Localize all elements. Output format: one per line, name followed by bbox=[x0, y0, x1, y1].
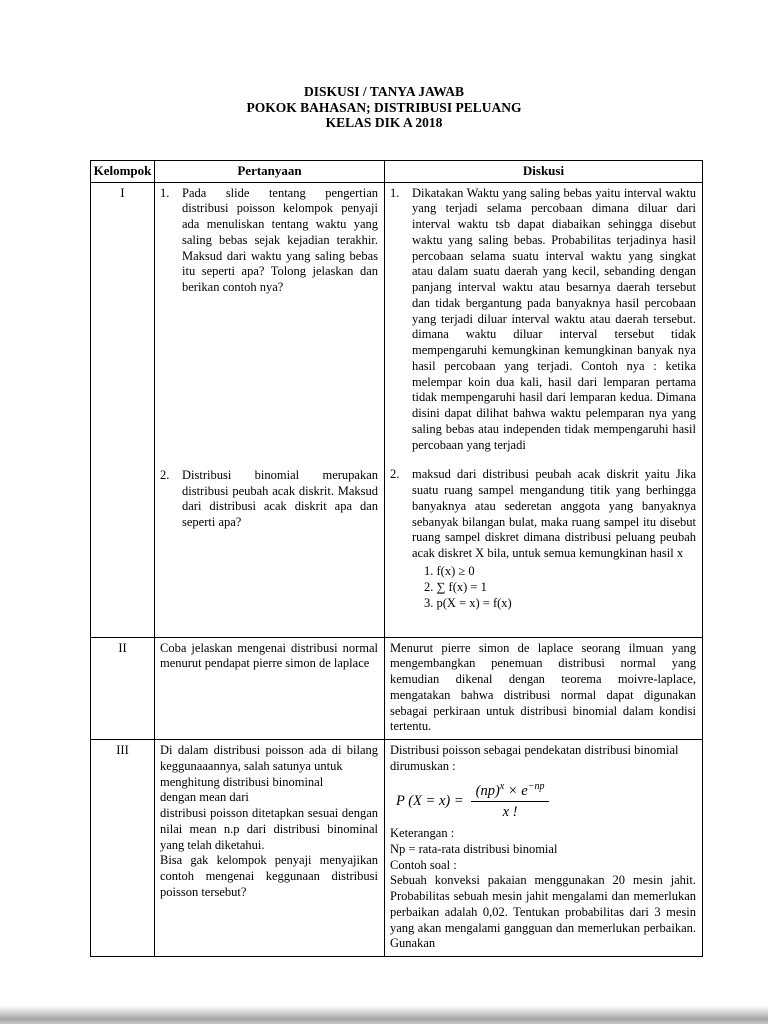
question-line: menghitung distribusi binominal bbox=[160, 774, 324, 789]
kelompok-label-3: III bbox=[91, 740, 155, 957]
formula-np: (np) bbox=[475, 782, 500, 799]
formula-exponent-np: −np bbox=[527, 780, 545, 792]
answer-item-number: 2. bbox=[390, 467, 400, 482]
formula-exponent-x: x bbox=[499, 780, 505, 792]
question-line: Di dalam distribusi poisson ada di bilang keggunaaannya, salah satunya untuk bbox=[160, 743, 378, 773]
question-item bbox=[160, 186, 378, 296]
condition-list-item: 1. f(x) ≥ 0 bbox=[424, 563, 475, 578]
table-row-kelompok-1 bbox=[91, 182, 703, 637]
formula-fraction bbox=[471, 782, 550, 822]
question-item-text: Distribusi binomial merupakan distribusi peubah acak diskrit. Maksud dari distribusi acak diskrit apa dan seperti apa? bbox=[182, 467, 378, 529]
contoh-label: Contoh soal : bbox=[390, 857, 457, 872]
keterangan-label: Keterangan : bbox=[390, 826, 455, 841]
answer-item-text bbox=[412, 467, 696, 611]
question-line: Bisa gak kelompok penyaji menyajikan contoh mengenai keggunaan distribusi poisson tersebut? bbox=[160, 853, 378, 899]
header-cell-diskusi: Diskusi bbox=[385, 160, 703, 182]
answer-item bbox=[390, 467, 696, 611]
kelompok-label-2: II bbox=[91, 637, 155, 740]
diskusi-cell-3 bbox=[385, 740, 703, 957]
table-row-kelompok-3 bbox=[91, 740, 703, 957]
question-item-text: Pada slide tentang pengertian distribusi poisson kelompok penyaji ada menuliskan tentang waktu yang saling bebas sejak kejadian terakhir. Maksud dari waktu yang saling bebas itu seperti apa? Tolong jelaskan dan berikan contoh nya? bbox=[182, 185, 378, 294]
question-item-number: 1. bbox=[160, 185, 170, 200]
page-title-line-1: DISKUSI / TANYA JAWAB bbox=[304, 84, 464, 99]
keterangan-text: Np = rata-rata distribusi binomial bbox=[390, 841, 558, 856]
diskusi-cell-1 bbox=[385, 182, 703, 637]
question-line: dengan mean dari bbox=[160, 790, 249, 805]
pertanyaan-cell-2: Coba jelaskan mengenai distribusi normal menurut pendapat pierre simon de laplace bbox=[155, 637, 385, 740]
table-header-row bbox=[91, 160, 703, 182]
contoh-text: Sebuah konveksi pakaian menggunakan 20 mesin jahit. Probabilitas sebuah mesin jahit mengalami dan memerlukan perbaikan adalah 0,02. Tentukan probabilitas dari 3 mesin yang akan mengalami gangguan dan memerlukan perbaikan. Gunakan bbox=[390, 873, 696, 951]
formula-times: × bbox=[507, 782, 518, 799]
answer-item-paragraph: maksud dari distribusi peubah acak diskrit yaitu Jika suatu ruang sampel mengandung titik yang berhingga banyaknya atau sederetan anggota yang banyaknya sebanyak bilangan bulat, maka ruang sampel itu disebut ruang sampel diskret dimana distribusi peluang peubah acak diskret X bila, untuk semua kemungkinan hasil x bbox=[412, 467, 696, 560]
formula-lhs: P (X = x) = bbox=[396, 793, 464, 810]
answer-item-text: Dikatakan Waktu yang saling bebas yaitu interval waktu yang terjadi selama percobaan dimana diluar dari interval waktu tsb dapat diabaikan sehingga disebut waktu yang saling bebas. Probabilitas terjadinya hasil percobaan selama suatu interval waktu yang singkat atau dalam suatu daerah yang kecil, sebanding dengan panjang interval waktu atau besarnya daerah tersebut dan tidak bergantung pada banyaknya hasil percobaan yang terjadi diluar interval waktu atau daerah tersebut. dimana waktu diluar interval tersebut tidak mempengaruhi kemungkinan kemungkinan banyak nya hasil percobaan yang terjadi. Contoh nya : ketika melempar koin dua kali, hasil dari lemparan pertama tidak mempengaruhi hasil dari lemparan kedua. Dimana disini dapat dilihat bahwa waktu pelemparan nya yang saling bebas atau independen tidak mempengaruhi hasil percobaan yang terjadi bbox=[412, 185, 696, 452]
header-cell-pertanyaan: Pertanyaan bbox=[155, 160, 385, 182]
pertanyaan-cell-3 bbox=[155, 740, 385, 957]
condition-list bbox=[412, 563, 696, 612]
answer-item bbox=[390, 186, 696, 454]
answer-item-number: 1. bbox=[390, 185, 400, 200]
condition-list-item: 2. ∑ f(x) = 1 bbox=[424, 580, 487, 594]
table-row-kelompok-2 bbox=[91, 637, 703, 740]
qa-table bbox=[90, 160, 703, 958]
page-edge-shadow bbox=[0, 1006, 768, 1024]
page-title-line-2: POKOK BAHASAN; DISTRIBUSI PELUANG bbox=[246, 99, 522, 115]
page-title-line-3: KELAS DIK A 2018 bbox=[325, 115, 443, 130]
question-item-number: 2. bbox=[160, 467, 170, 482]
formula-denominator: x ! bbox=[502, 803, 518, 820]
formula-numerator bbox=[471, 782, 550, 802]
header-cell-kelompok: Kelompok bbox=[91, 160, 155, 182]
kelompok-label-1: I bbox=[91, 182, 155, 637]
pertanyaan-cell-1 bbox=[155, 182, 385, 637]
poisson-formula bbox=[396, 782, 696, 822]
question-item bbox=[160, 468, 378, 531]
formula-intro: Distribusi poisson sebagai pendekatan distribusi binomial dirumuskan : bbox=[390, 743, 679, 773]
diskusi-cell-2: Menurut pierre simon de laplace seorang ilmuan yang mengembangkan penemuan distribusi normal yang kemudian dikenal dengan teorema moivre-laplace, mengatakan bahwa distribusi normal dapat digunakan sebagai perkiraan untuk distribusi binomial dalam kondisi tertentu. bbox=[385, 637, 703, 740]
question-line: distribusi poisson ditetapkan sesuai dengan nilai mean n.p dari distribusi binominal yang telah diketahui. bbox=[160, 806, 378, 852]
formula-e: e bbox=[521, 782, 528, 799]
condition-list-item: 3. p(X = x) = f(x) bbox=[424, 596, 512, 611]
page-title bbox=[0, 0, 768, 131]
